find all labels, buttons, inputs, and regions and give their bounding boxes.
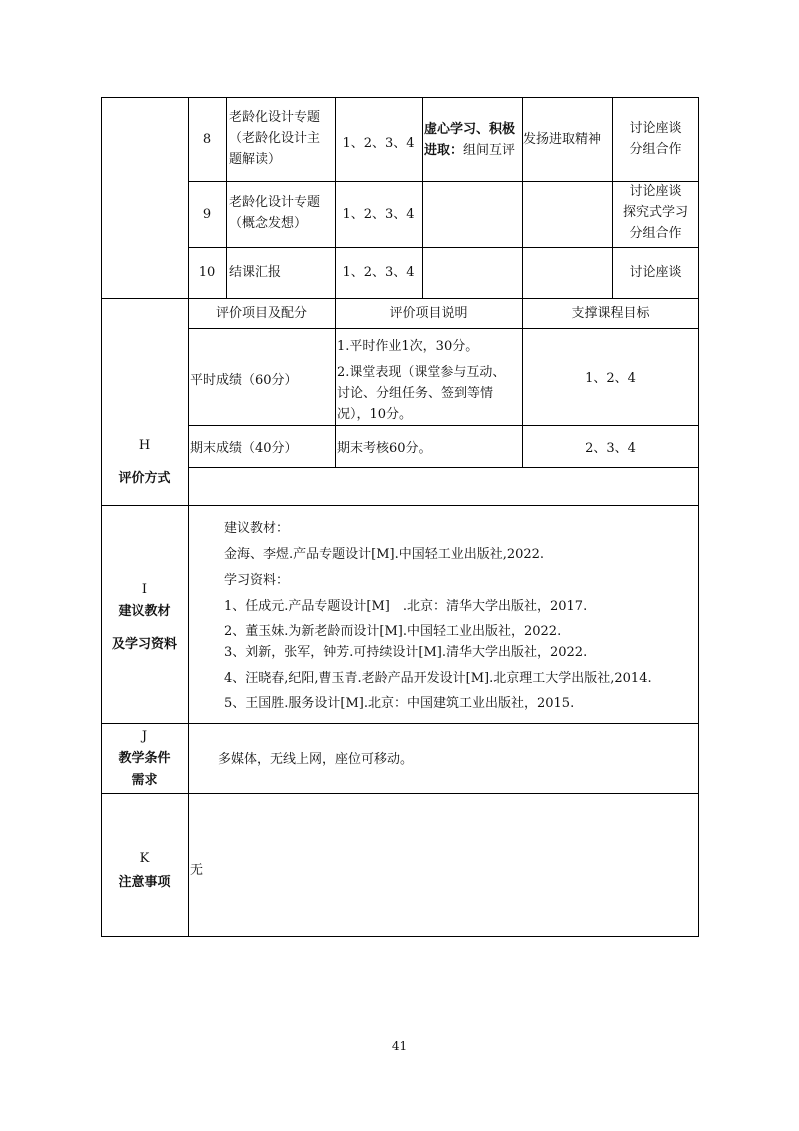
eval-item-name: 平时成绩（60分） — [190, 373, 298, 388]
ideology-bold: 虚心学习、积极 — [424, 122, 516, 137]
section-title: 注意事项 — [118, 875, 171, 890]
page-number: 41 — [391, 1039, 408, 1053]
spirit-text: 发扬进取精神 — [523, 132, 602, 147]
method-line: 探究式学习 — [622, 205, 688, 220]
materials-line: 建议教材： — [224, 521, 290, 536]
eval-target: 1、2、4 — [585, 371, 636, 386]
eval-empty-cell — [188, 467, 699, 505]
method-line: 讨论座谈 — [629, 121, 682, 136]
spirit-cell — [522, 247, 612, 298]
row-number: 10 — [198, 265, 216, 280]
notes-cell — [188, 793, 699, 937]
targets-text: 1、2、3、4 — [342, 207, 415, 222]
eval-desc-line: 1.平时作业1次，30分。 — [337, 339, 479, 354]
eval-header: 支撑课程目标 — [571, 306, 650, 321]
eval-item-name: 期末成绩（40分） — [190, 441, 298, 456]
method-line: 分组合作 — [629, 142, 682, 157]
ideology-cell — [422, 247, 522, 298]
section-letter: I — [141, 582, 148, 597]
row-number: 8 — [202, 132, 212, 147]
materials-line: 3、刘新，张军，钟芳.可持续设计[M].清华大学出版社，2022. — [224, 645, 588, 660]
section-title: 教学条件 — [118, 751, 171, 766]
targets-text: 1、2、3、4 — [342, 265, 415, 280]
materials-line: 1、任成元.产品专题设计[M] .北京：清华大学出版社，2017. — [224, 599, 588, 614]
left-span-cell — [101, 97, 188, 298]
row-number: 9 — [202, 207, 212, 222]
materials-line: 5、王国胜.服务设计[M].北京：中国建筑工业出版社，2015. — [224, 696, 575, 711]
section-title: 评价方式 — [118, 471, 171, 486]
materials-line: 金海、李煜.产品专题设计[M].中国轻工业出版社,2022. — [224, 547, 545, 562]
ideology-normal: 组间互评 — [463, 143, 516, 158]
conditions-text: 多媒体，无线上网，座位可移动。 — [218, 752, 414, 767]
eval-header: 评价项目说明 — [389, 306, 468, 321]
section-letter: J — [141, 729, 148, 744]
eval-target: 2、3、4 — [585, 441, 636, 456]
content-line: 老龄化设计专题 — [229, 195, 321, 210]
method-line: 讨论座谈 — [629, 184, 682, 199]
eval-desc-line: 讨论、分组任务、签到等情 — [337, 386, 494, 401]
method-line: 分组合作 — [629, 226, 682, 241]
eval-desc-line: 期末考核60分。 — [337, 441, 432, 456]
section-letter: H — [138, 438, 151, 453]
method-line: 讨论座谈 — [629, 265, 682, 280]
materials-line: 4、汪晓春,纪阳,曹玉青.老龄产品开发设计[M].北京理工大学出版社,2014. — [224, 671, 652, 686]
eval-desc-line: 2.课堂表现（课堂参与互动、 — [337, 365, 506, 380]
content-line: （概念发想） — [229, 216, 308, 231]
content-line: 老龄化设计专题 — [229, 110, 321, 125]
eval-desc-line: 况），10分。 — [337, 407, 413, 422]
section-title: 需求 — [131, 773, 158, 788]
materials-line: 学习资料： — [224, 573, 290, 588]
content-line: 结课汇报 — [229, 265, 282, 280]
content-line: （老龄化设计主 — [229, 131, 321, 146]
ideology-cell — [422, 181, 522, 247]
spirit-cell — [522, 181, 612, 247]
section-title: 及学习资料 — [111, 637, 177, 652]
content-line: 题解读） — [229, 152, 282, 167]
targets-text: 1、2、3、4 — [342, 136, 415, 151]
notes-text: 无 — [190, 863, 204, 878]
ideology-line — [424, 140, 515, 161]
section-letter: K — [139, 851, 150, 866]
eval-header: 评价项目及配分 — [215, 306, 307, 321]
materials-line: 2、董玉妹.为新老龄而设计[M].中国轻工业出版社，2022. — [224, 624, 562, 639]
section-title: 建议教材 — [118, 604, 171, 619]
ideology-bold-2: 进取： — [424, 143, 464, 158]
